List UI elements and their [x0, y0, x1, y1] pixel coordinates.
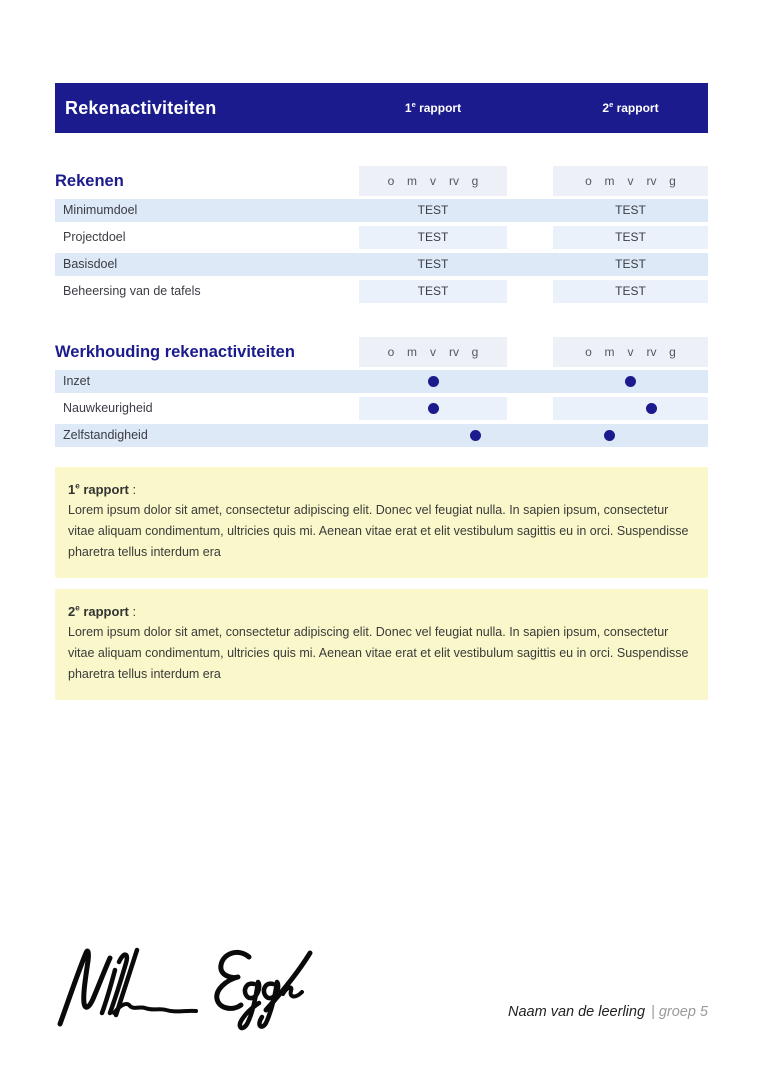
grade-letter-g: g	[669, 174, 676, 188]
table-row	[55, 199, 708, 222]
table-row	[55, 397, 708, 420]
score-dot-v	[625, 376, 636, 387]
grade-letter-o: o	[387, 345, 395, 359]
werkhouding-rows	[55, 370, 708, 447]
score-dot-rv	[646, 403, 657, 414]
score-dot-v	[428, 376, 439, 387]
note-body: Lorem ipsum dolor sit amet, consectetur adipiscing elit. Donec vel feugiat nulla. In sapien ipsum, consectetur vitae aliquam condimentum, ultricies quis mi. Aenean vitae erat et elit vestibulum sagittis eu in orci. Suspendisse pharetra tellus interdum era	[68, 625, 689, 681]
grade-cell: TEST	[615, 203, 646, 217]
werkhouding-section-header	[55, 337, 708, 367]
grade-letter-m: m	[604, 345, 615, 359]
score-cell	[359, 424, 507, 447]
score-cell	[553, 397, 708, 420]
score-dot-g	[470, 430, 481, 441]
row-label: Zelfstandigheid	[63, 428, 148, 442]
grade-letter-m: m	[407, 345, 417, 359]
table-row	[55, 280, 708, 303]
table-row	[55, 370, 708, 393]
grade-letter-o: o	[585, 174, 592, 188]
grade-letter-g: g	[669, 345, 676, 359]
grade-cell: TEST	[359, 226, 507, 249]
grade-letter-g: g	[471, 174, 479, 188]
grade-letter-o: o	[387, 174, 395, 188]
grade-letter-v: v	[627, 345, 634, 359]
grade-letter-v: v	[430, 345, 436, 359]
grade-letter-rv: rv	[646, 345, 657, 359]
score-cell	[359, 397, 507, 420]
grade-letter-v: v	[627, 174, 634, 188]
note-title: 1e rapport :	[68, 481, 137, 497]
score-cell	[359, 370, 507, 393]
rekenen-section-header	[55, 166, 708, 196]
grade-letter-m: m	[604, 174, 615, 188]
note-body: Lorem ipsum dolor sit amet, consectetur adipiscing elit. Donec vel feugiat nulla. In sapien ipsum, consectetur vitae aliquam condimentum, ultricies quis mi. Aenean vitae erat et elit vestibulum sagittis eu in orci. Suspendisse pharetra tellus interdum era	[68, 503, 689, 559]
teacher-signature-willem-eggert	[56, 940, 316, 1038]
report-2-note	[55, 589, 708, 700]
grade-letter-rv: rv	[646, 174, 657, 188]
grade-cell: TEST	[553, 280, 708, 303]
score-dot-m	[604, 430, 615, 441]
grade-letter-g: g	[471, 345, 479, 359]
score-cell	[553, 370, 708, 393]
note-title: 2e rapport :	[68, 603, 137, 619]
page-title: Rekenactiviteiten	[65, 97, 217, 118]
table-row	[55, 424, 708, 447]
table-row	[55, 253, 708, 276]
student-name: Naam van de leerling	[508, 1004, 646, 1020]
rekenen-rows	[55, 199, 708, 303]
grade-cell: TEST	[359, 280, 507, 303]
separator: |	[651, 1004, 655, 1020]
row-label: Beheersing van de tafels	[63, 284, 201, 298]
grade-scale-header	[359, 166, 507, 196]
score-cell	[553, 424, 708, 447]
grade-scale-header	[553, 166, 708, 196]
grade-cell: TEST	[615, 257, 646, 271]
report-2-column-header: 2e rapport	[602, 100, 659, 115]
report-1-column-header: 1e rapport	[404, 100, 462, 115]
grade-scale-header	[553, 337, 708, 367]
grade-letter-rv: rv	[449, 345, 459, 359]
row-label: Projectdoel	[63, 230, 126, 244]
grade-cell: TEST	[417, 203, 449, 217]
grade-scale-header	[359, 337, 507, 367]
row-label: Minimumdoel	[63, 203, 138, 217]
grade-letter-m: m	[407, 174, 417, 188]
row-label: Basisdoel	[63, 257, 118, 271]
grade-letter-rv: rv	[449, 174, 459, 188]
report-1-note	[55, 467, 708, 578]
grade-cell: TEST	[553, 226, 708, 249]
footer-student-line	[508, 1004, 708, 1020]
grade-letter-v: v	[430, 174, 436, 188]
rekenen-section-title: Rekenen	[55, 172, 124, 190]
werkhouding-section-title: Werkhouding rekenactiviteiten	[55, 343, 295, 361]
table-row	[55, 226, 708, 249]
grade-letter-o: o	[585, 345, 592, 359]
row-label: Nauwkeurigheid	[63, 401, 153, 415]
section-title-bar	[55, 83, 708, 133]
score-dot-v	[428, 403, 439, 414]
grade-cell: TEST	[417, 257, 449, 271]
row-label: Inzet	[63, 374, 91, 388]
group-label: groep 5	[658, 1004, 708, 1020]
